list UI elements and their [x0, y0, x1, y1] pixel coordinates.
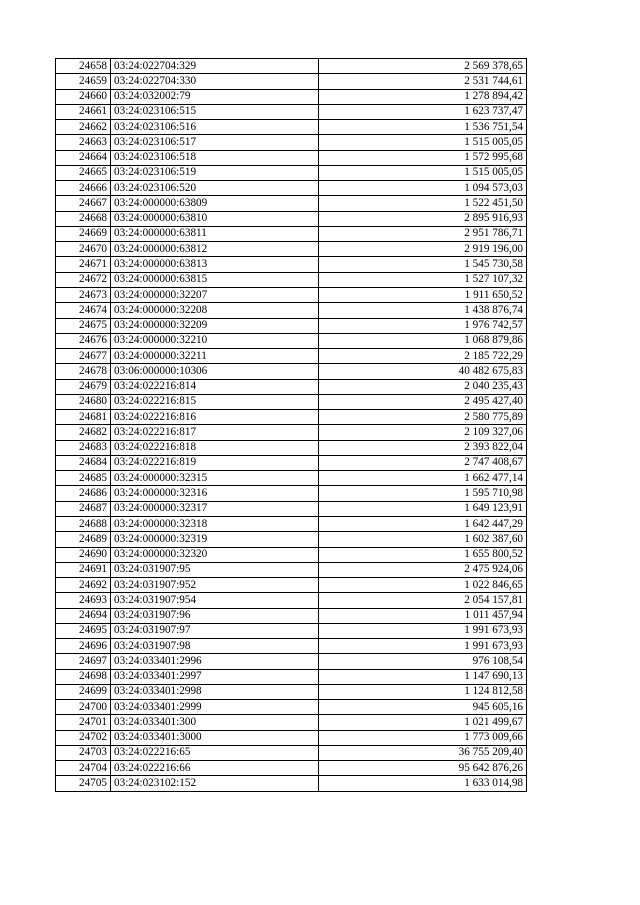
value-cell: 2 580 775,89 [319, 410, 527, 425]
value-cell: 1 536 751,54 [319, 120, 527, 135]
row-number-cell: 24688 [56, 516, 111, 531]
value-cell: 1 124 812,58 [319, 684, 527, 699]
value-cell: 1 094 573,03 [319, 181, 527, 196]
table-row [56, 501, 527, 516]
row-number-cell: 24659 [56, 74, 111, 89]
value-cell: 1 991 673,93 [319, 623, 527, 638]
cadastral-number-cell: 03:24:000000:63811 [111, 226, 319, 241]
value-cell: 1 649 123,91 [319, 501, 527, 516]
cadastral-number-cell: 03:24:033401:2998 [111, 684, 319, 699]
table-row [56, 120, 527, 135]
cadastral-number-cell: 03:24:022216:817 [111, 425, 319, 440]
table-row [56, 516, 527, 531]
value-cell: 2 054 157,81 [319, 593, 527, 608]
value-cell: 1 068 879,86 [319, 333, 527, 348]
cadastral-number-cell: 03:24:022216:818 [111, 440, 319, 455]
cadastral-number-cell: 03:24:022216:815 [111, 394, 319, 409]
table-row [56, 196, 527, 211]
row-number-cell: 24685 [56, 471, 111, 486]
row-number-cell: 24675 [56, 318, 111, 333]
table-row [56, 623, 527, 638]
table-row [56, 562, 527, 577]
value-cell: 1 515 005,05 [319, 135, 527, 150]
value-cell: 36 755 209,40 [319, 745, 527, 760]
cadastral-number-cell: 03:24:000000:63812 [111, 242, 319, 257]
cadastral-number-cell: 03:24:000000:32320 [111, 547, 319, 562]
table-row [56, 593, 527, 608]
value-cell: 945 605,16 [319, 700, 527, 715]
row-number-cell: 24699 [56, 684, 111, 699]
row-number-cell: 24680 [56, 394, 111, 409]
cadastral-number-cell: 03:24:031907:95 [111, 562, 319, 577]
row-number-cell: 24700 [56, 700, 111, 715]
value-cell: 1 911 650,52 [319, 287, 527, 302]
cadastral-number-cell: 03:24:031907:97 [111, 623, 319, 638]
value-cell: 1 595 710,98 [319, 486, 527, 501]
row-number-cell: 24664 [56, 150, 111, 165]
row-number-cell: 24705 [56, 776, 111, 791]
row-number-cell: 24684 [56, 455, 111, 470]
value-cell: 1 572 995,68 [319, 150, 527, 165]
table-row [56, 700, 527, 715]
value-cell: 1 278 894,42 [319, 89, 527, 104]
row-number-cell: 24691 [56, 562, 111, 577]
value-cell: 1 773 009,66 [319, 730, 527, 745]
row-number-cell: 24704 [56, 761, 111, 776]
row-number-cell: 24672 [56, 272, 111, 287]
cadastral-number-cell: 03:24:033401:2997 [111, 669, 319, 684]
document-page [55, 58, 527, 792]
table-row [56, 440, 527, 455]
cadastral-number-cell: 03:24:000000:32208 [111, 303, 319, 318]
value-cell: 2 919 196,00 [319, 242, 527, 257]
value-cell: 2 747 408,67 [319, 455, 527, 470]
cadastral-number-cell: 03:24:031907:98 [111, 639, 319, 654]
value-cell: 1 602 387,60 [319, 532, 527, 547]
table-row [56, 455, 527, 470]
cadastral-number-cell: 03:24:031907:96 [111, 608, 319, 623]
row-number-cell: 24679 [56, 379, 111, 394]
row-number-cell: 24698 [56, 669, 111, 684]
cadastral-number-cell: 03:24:000000:32316 [111, 486, 319, 501]
table-row [56, 257, 527, 272]
table-row [56, 730, 527, 745]
value-cell: 2 475 924,06 [319, 562, 527, 577]
table-row [56, 318, 527, 333]
value-cell: 1 515 005,05 [319, 165, 527, 180]
row-number-cell: 24667 [56, 196, 111, 211]
cadastral-number-cell: 03:24:023106:517 [111, 135, 319, 150]
cadastral-number-cell: 03:24:033401:2999 [111, 700, 319, 715]
cadastral-number-cell: 03:24:023106:518 [111, 150, 319, 165]
table-row [56, 379, 527, 394]
table-row [56, 333, 527, 348]
row-number-cell: 24681 [56, 410, 111, 425]
row-number-cell: 24687 [56, 501, 111, 516]
cadastral-number-cell: 03:24:022216:65 [111, 745, 319, 760]
cadastral-number-cell: 03:24:000000:63810 [111, 211, 319, 226]
row-number-cell: 24674 [56, 303, 111, 318]
value-cell: 1 147 690,13 [319, 669, 527, 684]
value-cell: 1 527 107,32 [319, 272, 527, 287]
value-cell: 2 569 378,65 [319, 59, 527, 74]
cadastral-number-cell: 03:24:023106:516 [111, 120, 319, 135]
row-number-cell: 24662 [56, 120, 111, 135]
table-row [56, 669, 527, 684]
cadastral-number-cell: 03:24:000000:63809 [111, 196, 319, 211]
table-row [56, 608, 527, 623]
cadastral-number-cell: 03:24:031907:954 [111, 593, 319, 608]
cadastral-number-cell: 03:24:023106:520 [111, 181, 319, 196]
table-row [56, 715, 527, 730]
cadastral-number-cell: 03:24:022704:329 [111, 59, 319, 74]
row-number-cell: 24692 [56, 578, 111, 593]
table-row [56, 684, 527, 699]
value-cell: 1 438 876,74 [319, 303, 527, 318]
value-cell: 1 545 730,58 [319, 257, 527, 272]
value-cell: 1 662 477,14 [319, 471, 527, 486]
value-cell: 1 633 014,98 [319, 776, 527, 791]
cadastral-number-cell: 03:24:022704:330 [111, 74, 319, 89]
table-row [56, 287, 527, 302]
row-number-cell: 24689 [56, 532, 111, 547]
table-row [56, 135, 527, 150]
row-number-cell: 24671 [56, 257, 111, 272]
value-cell: 1 991 673,93 [319, 639, 527, 654]
value-cell: 1 522 451,50 [319, 196, 527, 211]
row-number-cell: 24690 [56, 547, 111, 562]
row-number-cell: 24669 [56, 226, 111, 241]
cadastral-number-cell: 03:24:000000:32211 [111, 349, 319, 364]
value-cell: 2 951 786,71 [319, 226, 527, 241]
value-cell: 1 642 447,29 [319, 516, 527, 531]
row-number-cell: 24683 [56, 440, 111, 455]
cadastral-number-cell: 03:24:033401:2996 [111, 654, 319, 669]
row-number-cell: 24668 [56, 211, 111, 226]
value-cell: 1 623 737,47 [319, 104, 527, 119]
value-cell: 976 108,54 [319, 654, 527, 669]
row-number-cell: 24697 [56, 654, 111, 669]
row-number-cell: 24693 [56, 593, 111, 608]
row-number-cell: 24658 [56, 59, 111, 74]
table-row [56, 394, 527, 409]
row-number-cell: 24663 [56, 135, 111, 150]
value-cell: 1 022 846,65 [319, 578, 527, 593]
cadastral-number-cell: 03:24:023106:519 [111, 165, 319, 180]
cadastral-number-cell: 03:24:031907:952 [111, 578, 319, 593]
table-row [56, 226, 527, 241]
row-number-cell: 24660 [56, 89, 111, 104]
table-row [56, 654, 527, 669]
cadastral-number-cell: 03:24:023106:515 [111, 104, 319, 119]
table-row [56, 242, 527, 257]
table-row [56, 104, 527, 119]
cadastral-number-cell: 03:24:022216:819 [111, 455, 319, 470]
table-row [56, 364, 527, 379]
cadastral-number-cell: 03:24:022216:814 [111, 379, 319, 394]
cadastral-value-table [55, 58, 527, 792]
cadastral-number-cell: 03:24:000000:32317 [111, 501, 319, 516]
value-cell: 2 393 822,04 [319, 440, 527, 455]
value-cell: 2 495 427,40 [319, 394, 527, 409]
table-row [56, 471, 527, 486]
row-number-cell: 24696 [56, 639, 111, 654]
table-row [56, 761, 527, 776]
table-row [56, 59, 527, 74]
cadastral-number-cell: 03:24:022216:816 [111, 410, 319, 425]
row-number-cell: 24673 [56, 287, 111, 302]
table-row [56, 578, 527, 593]
cadastral-number-cell: 03:24:033401:300 [111, 715, 319, 730]
cadastral-number-cell: 03:24:033401:3000 [111, 730, 319, 745]
table-body [56, 59, 527, 792]
row-number-cell: 24676 [56, 333, 111, 348]
value-cell: 40 482 675,83 [319, 364, 527, 379]
value-cell: 95 642 876,26 [319, 761, 527, 776]
row-number-cell: 24677 [56, 349, 111, 364]
value-cell: 1 011 457,94 [319, 608, 527, 623]
row-number-cell: 24666 [56, 181, 111, 196]
row-number-cell: 24686 [56, 486, 111, 501]
table-row [56, 303, 527, 318]
cadastral-number-cell: 03:24:022216:66 [111, 761, 319, 776]
row-number-cell: 24682 [56, 425, 111, 440]
cadastral-number-cell: 03:24:000000:32207 [111, 287, 319, 302]
row-number-cell: 24694 [56, 608, 111, 623]
cadastral-number-cell: 03:24:000000:32315 [111, 471, 319, 486]
cadastral-number-cell: 03:24:000000:63815 [111, 272, 319, 287]
value-cell: 1 655 800,52 [319, 547, 527, 562]
table-row [56, 89, 527, 104]
table-row [56, 639, 527, 654]
value-cell: 1 021 499,67 [319, 715, 527, 730]
value-cell: 2 109 327,06 [319, 425, 527, 440]
row-number-cell: 24661 [56, 104, 111, 119]
row-number-cell: 24678 [56, 364, 111, 379]
table-row [56, 150, 527, 165]
value-cell: 2 040 235,43 [319, 379, 527, 394]
table-row [56, 547, 527, 562]
row-number-cell: 24703 [56, 745, 111, 760]
row-number-cell: 24702 [56, 730, 111, 745]
value-cell: 1 976 742,57 [319, 318, 527, 333]
row-number-cell: 24665 [56, 165, 111, 180]
table-row [56, 745, 527, 760]
row-number-cell: 24670 [56, 242, 111, 257]
cadastral-number-cell: 03:24:000000:32318 [111, 516, 319, 531]
cadastral-number-cell: 03:24:023102:152 [111, 776, 319, 791]
table-row [56, 165, 527, 180]
table-row [56, 410, 527, 425]
cadastral-number-cell: 03:24:000000:32319 [111, 532, 319, 547]
cadastral-number-cell: 03:24:032002:79 [111, 89, 319, 104]
value-cell: 2 531 744,61 [319, 74, 527, 89]
value-cell: 2 185 722,29 [319, 349, 527, 364]
table-row [56, 776, 527, 791]
table-row [56, 349, 527, 364]
cadastral-number-cell: 03:06:000000:10306 [111, 364, 319, 379]
cadastral-number-cell: 03:24:000000:32210 [111, 333, 319, 348]
table-row [56, 486, 527, 501]
row-number-cell: 24695 [56, 623, 111, 638]
cadastral-number-cell: 03:24:000000:63813 [111, 257, 319, 272]
row-number-cell: 24701 [56, 715, 111, 730]
value-cell: 2 895 916,93 [319, 211, 527, 226]
table-row [56, 181, 527, 196]
table-row [56, 211, 527, 226]
table-row [56, 532, 527, 547]
cadastral-number-cell: 03:24:000000:32209 [111, 318, 319, 333]
table-row [56, 272, 527, 287]
table-row [56, 425, 527, 440]
table-row [56, 74, 527, 89]
